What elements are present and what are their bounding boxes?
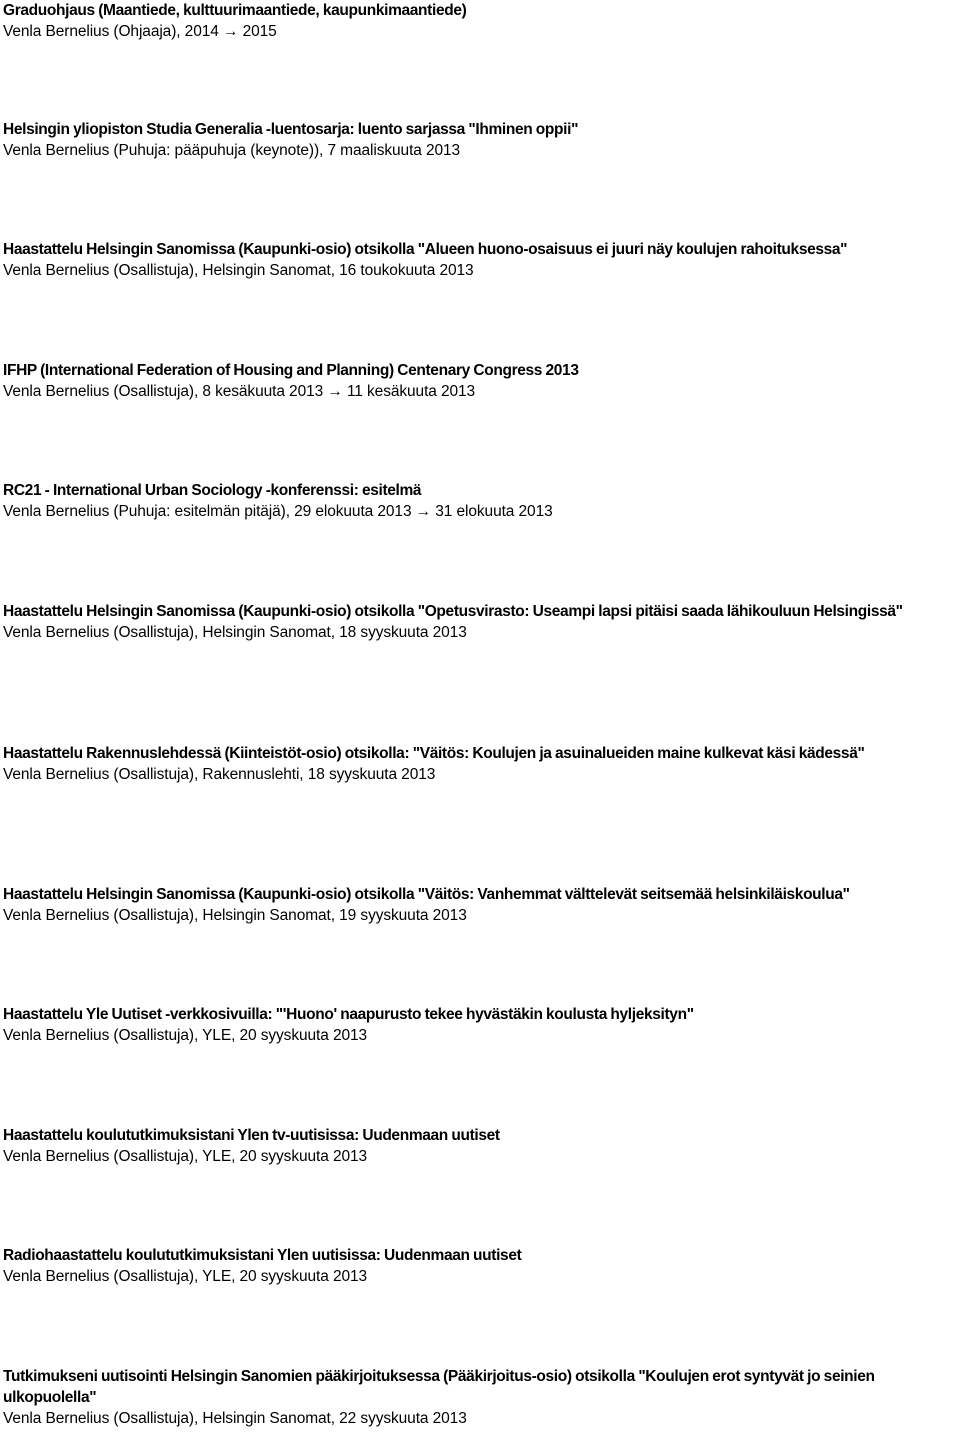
entry-title: Haastattelu Helsingin Sanomissa (Kaupunki-osio) otsikolla "Opetusvirasto: Useampi lapsi pitäisi saada lähikouluun Helsingissä" (3, 603, 903, 620)
entry-detail: Venla Bernelius (Osallistuja), Rakennuslehti, 18 syyskuuta 2013 (3, 766, 436, 783)
activity-entry (3, 360, 959, 402)
entry-title: Tutkimukseni uutisointi Helsingin Sanomien pääkirjoituksessa (Pääkirjoitus-osio) otsikolla "Koulujen erot syntyvät jo seinien ulkopuolella" (3, 1368, 875, 1406)
entry-title: Haastattelu Yle Uutiset -verkkosivuilla: "'Huono' naapurusto tekee hyvästäkin koulusta hyljeksityn" (3, 1006, 694, 1023)
activity-entry (3, 884, 959, 926)
entry-title: Haastattelu Helsingin Sanomissa (Kaupunki-osio) otsikolla "Alueen huono-osaisuus ei juuri näy koulujen rahoituksessa" (3, 241, 848, 258)
activity-entry (3, 480, 959, 522)
entry-detail: Venla Bernelius (Osallistuja), Helsingin Sanomat, 19 syyskuuta 2013 (3, 907, 467, 924)
activity-entry (3, 239, 959, 281)
activity-entry (3, 601, 959, 643)
activity-entry (3, 1366, 959, 1429)
entry-detail: Venla Bernelius (Puhuja: esitelmän pitäjä), 29 elokuuta 2013 → 31 elokuuta 2013 (3, 503, 553, 520)
entry-detail: Venla Bernelius (Osallistuja), Helsingin Sanomat, 16 toukokuuta 2013 (3, 262, 474, 279)
entry-title: IFHP (International Federation of Housing and Planning) Centenary Congress 2013 (3, 362, 579, 379)
activity-entry (3, 119, 959, 161)
entry-detail: Venla Bernelius (Osallistuja), Helsingin Sanomat, 18 syyskuuta 2013 (3, 624, 467, 641)
entry-title: RC21 - International Urban Sociology -konferenssi: esitelmä (3, 482, 422, 499)
entry-detail: Venla Bernelius (Osallistuja), Helsingin Sanomat, 22 syyskuuta 2013 (3, 1410, 467, 1427)
activity-entry (3, 0, 959, 42)
activity-entry (3, 1125, 959, 1167)
entry-title: Helsingin yliopiston Studia Generalia -luentosarja: luento sarjassa "Ihminen oppii" (3, 121, 579, 138)
entry-detail: Venla Bernelius (Ohjaaja), 2014 → 2015 (3, 23, 277, 40)
entry-title: Haastattelu Rakennuslehdessä (Kiinteistöt-osio) otsikolla: "Väitös: Koulujen ja asuinalueiden maine kulkevat käsi kädessä" (3, 745, 865, 762)
entry-title: Graduohjaus (Maantiede, kulttuurimaantiede, kaupunkimaantiede) (3, 2, 467, 19)
entry-detail: Venla Bernelius (Osallistuja), YLE, 20 syyskuuta 2013 (3, 1268, 368, 1285)
activity-entry (3, 743, 959, 785)
entry-title: Haastattelu koulututkimuksistani Ylen tv-uutisissa: Uudenmaan uutiset (3, 1127, 500, 1144)
entry-title: Radiohaastattelu koulututkimuksistani Ylen uutisissa: Uudenmaan uutiset (3, 1247, 522, 1264)
entry-title: Haastattelu Helsingin Sanomissa (Kaupunki-osio) otsikolla "Väitös: Vanhemmat välttelevät seitsemää helsinkiläiskoulua" (3, 886, 850, 903)
activity-entry (3, 1004, 959, 1046)
activity-entry (3, 1245, 959, 1287)
entry-detail: Venla Bernelius (Osallistuja), YLE, 20 syyskuuta 2013 (3, 1148, 368, 1165)
entry-detail: Venla Bernelius (Osallistuja), 8 kesäkuuta 2013 → 11 kesäkuuta 2013 (3, 383, 476, 400)
entry-detail: Venla Bernelius (Puhuja: pääpuhuja (keynote)), 7 maaliskuuta 2013 (3, 142, 461, 159)
entry-detail: Venla Bernelius (Osallistuja), YLE, 20 syyskuuta 2013 (3, 1027, 368, 1044)
